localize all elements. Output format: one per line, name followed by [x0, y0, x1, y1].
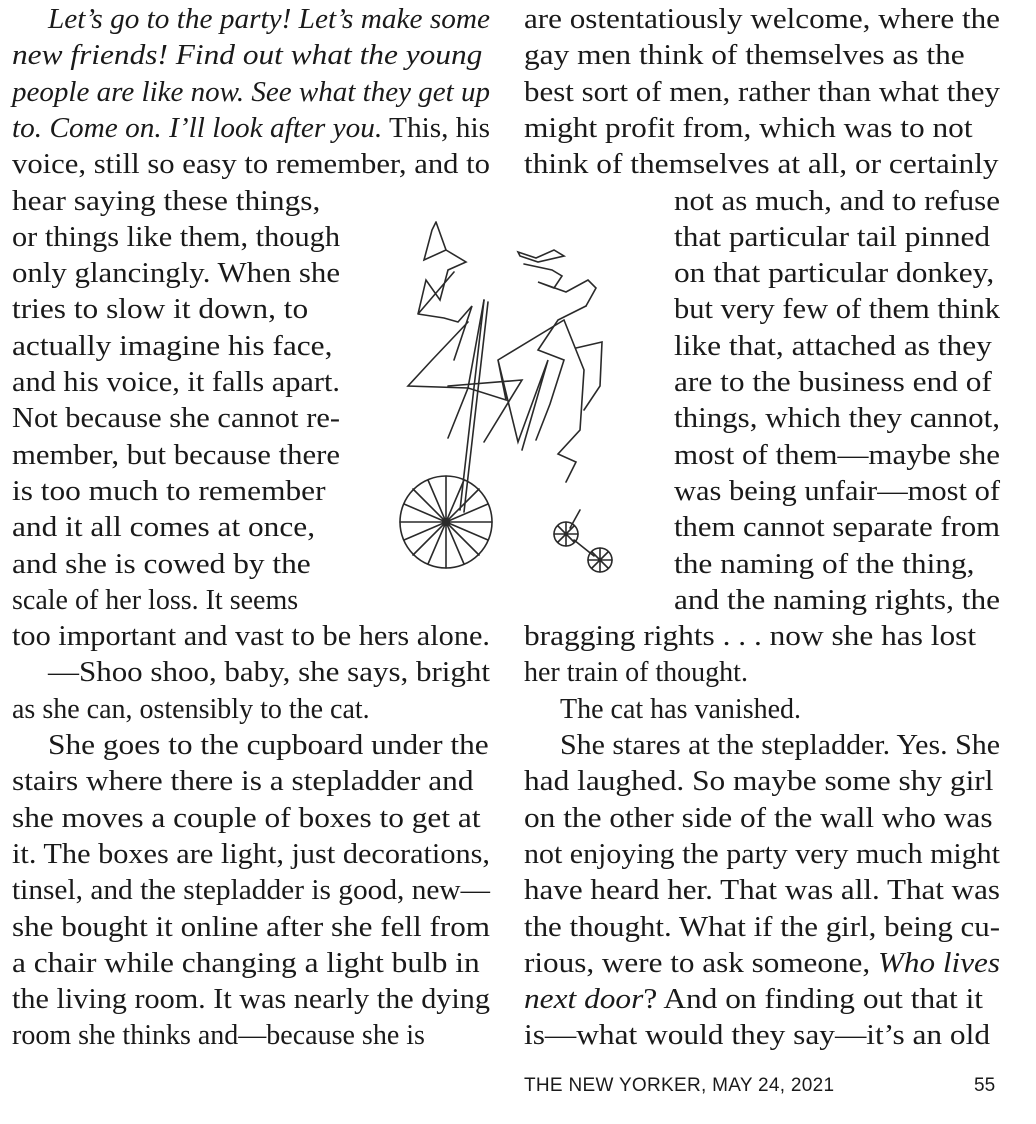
text-line: hear saying these things, [12, 185, 321, 217]
text-line: to. Come on. I’ll look after you. This, his [12, 112, 490, 144]
page-number: 55 [974, 1075, 996, 1096]
text-line: and she is cowed by the [12, 548, 311, 580]
publication-footer: THE NEW YORKER, MAY 24, 2021 [524, 1075, 835, 1096]
text-line: like that, attached as they [674, 330, 992, 362]
text-line: she bought it online after she fell from [12, 911, 490, 943]
text-line: a chair while changing a light bulb in [12, 947, 480, 979]
text-line: and the naming rights, the [674, 584, 1000, 616]
text-line: are to the business end of [674, 367, 992, 398]
text-line: the naming of the thing, [674, 548, 975, 580]
text-line: Let’s go to the party! Let’s make some [48, 4, 490, 35]
text-line: not enjoying the party very much might [524, 838, 1000, 870]
text-line: and his voice, it falls apart. [12, 367, 340, 398]
text-line: the thought. What if the girl, being cu- [524, 911, 1000, 943]
text-line: only glancingly. When she [12, 258, 340, 290]
text-line: as she can, ostensibly to the cat. [12, 693, 370, 725]
text-line: tries to slow it down, to [12, 294, 309, 326]
text-line: but very few of them think [674, 294, 1000, 326]
text-line: most of them—maybe she [674, 439, 1000, 471]
text-line: or things like them, though [12, 221, 340, 253]
text-line: that particular tail pinned [674, 221, 991, 253]
text-line: on that particular donkey, [674, 258, 995, 290]
text-line: scale of her loss. It seems [12, 584, 299, 616]
text-line: not as much, and to refuse [674, 185, 1000, 217]
text-line: The cat has vanished. [560, 693, 802, 725]
bicycle-line-drawing-icon [388, 210, 648, 590]
text-line: new friends! Find out what the young [12, 40, 483, 72]
text-line: She goes to the cupboard under the [48, 730, 489, 761]
text-line: think of themselves at all, or certainly [524, 149, 999, 181]
text-line: member, but because there [12, 439, 340, 471]
text-line: too important and vast to be hers alone. [12, 621, 491, 653]
text-line: best sort of men, rather than what they [524, 76, 1000, 108]
text-line: was being unfair—most of [674, 475, 1000, 507]
text-line: room she thinks and—because she is [12, 1020, 425, 1052]
text-line: she moves a couple of boxes to get at [12, 802, 481, 834]
text-line: have heard her. That was all. That was [524, 875, 1000, 907]
text-line: it. The boxes are light, just decorations, [12, 838, 490, 870]
text-line: is too much to remember [12, 475, 326, 507]
text-line: them cannot separate from [674, 512, 1000, 544]
text-line: stairs where there is a stepladder and [12, 766, 474, 798]
text-line: actually imagine his face, [12, 330, 333, 362]
text-line: is—what would they say—it’s an old [524, 1020, 991, 1052]
text-line: tinsel, and the stepladder is good, new— [12, 875, 490, 907]
text-line: voice, still so easy to remember, and to [12, 149, 490, 181]
text-line: on the other side of the wall who was [524, 802, 993, 834]
text-line: things, which they cannot, [674, 403, 1000, 435]
text-line: her train of thought. [524, 657, 748, 689]
text-line: the living room. It was nearly the dying [12, 984, 490, 1016]
text-line: had laughed. So maybe some shy girl [524, 766, 994, 798]
text-line: Not because she cannot re- [12, 403, 340, 435]
text-line: She stares at the stepladder. Yes. She [560, 730, 1000, 761]
text-line: rious, were to ask someone, Who lives [524, 947, 1000, 979]
text-line: —Shoo shoo, baby, she says, bright [48, 657, 490, 689]
text-line: gay men think of themselves as the [524, 40, 965, 72]
text-line: might profit from, which was to not [524, 112, 973, 144]
text-line: people are like now. See what they get up [12, 76, 490, 108]
text-line: and it all comes at once, [12, 512, 316, 544]
text-line: are ostentatiously welcome, where the [524, 4, 1000, 35]
text-line: bragging rights . . . now she has lost [524, 621, 977, 653]
text-line: next door? And on finding out that it [524, 984, 984, 1016]
